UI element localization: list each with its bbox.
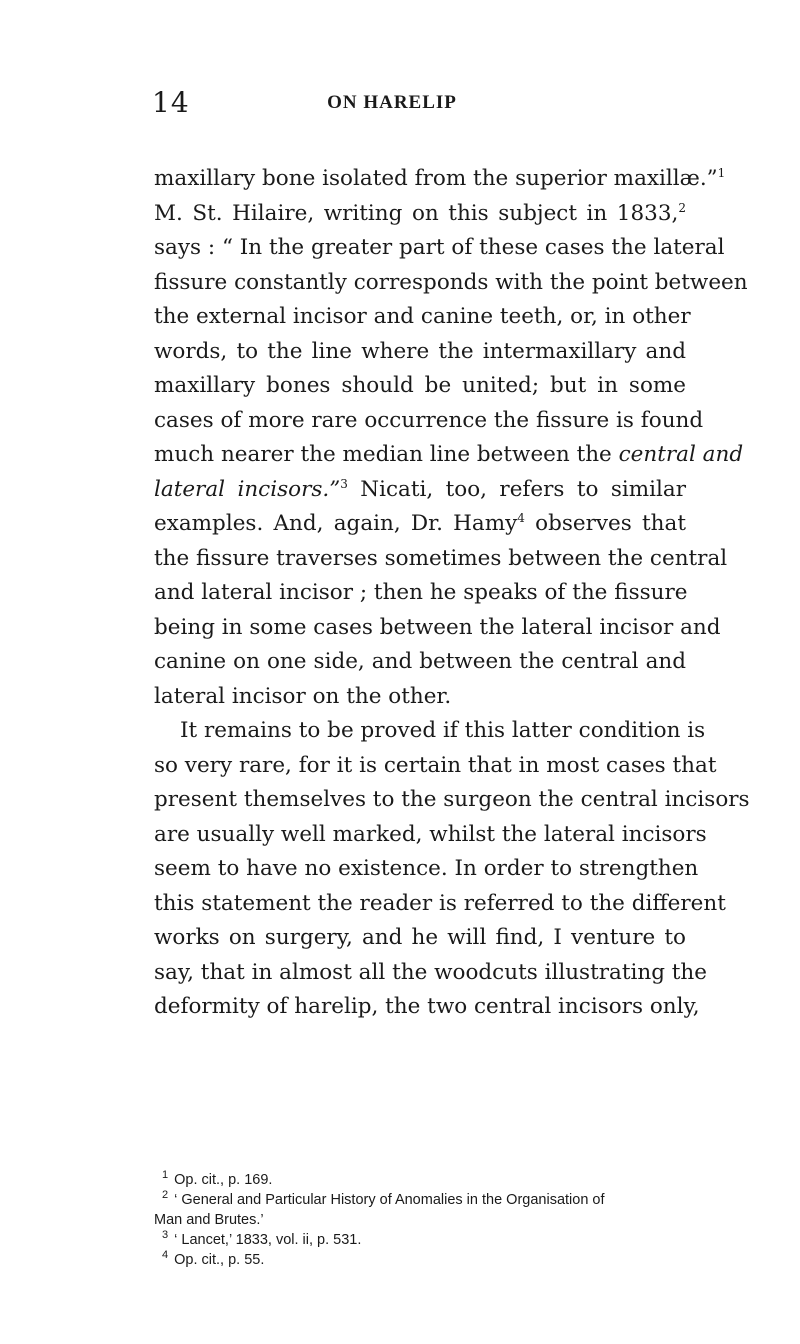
footnote-ref: 2 [678, 200, 686, 215]
italic-phrase: lateral incisors.” [154, 476, 341, 502]
text-line: fissure constantly corresponds with the point between [154, 269, 748, 295]
footnote-ref: 1 [717, 165, 726, 180]
footnote: $^3$ ‘ Lancet,’ 1833, vol. ii, p. 531. [162, 1229, 362, 1248]
italic-phrase: central and [618, 442, 744, 467]
text-line: lateral incisor on the other. [154, 683, 452, 709]
text-line: lateral incisors.”$^3$ Nicati, too, refers to similar [154, 476, 686, 502]
footnote-ref: 3 [340, 476, 348, 491]
text-line: deformity of harelip, the two central incisors only, [154, 994, 700, 1019]
text-line: so very rare, for it is certain that in most cases that [154, 752, 717, 778]
footnote: $^4$ Op. cit., p. 55. [162, 1249, 265, 1268]
footnote: $^1$ Op. cit., p. 169. [162, 1169, 273, 1188]
footnote-continuation: Man and Brutes.’ [154, 1212, 264, 1228]
paragraph-start-line: It remains to be proved if this latter condition is [180, 718, 706, 743]
text-line: works on surgery, and he will find, I venture to [154, 925, 686, 950]
text-line: cases of more rare occurrence the fissure is found [154, 407, 704, 433]
body-text [154, 162, 750, 1025]
text-line: words, to the line where the intermaxillary and [154, 338, 686, 364]
footnote-mark: 4 [162, 1249, 169, 1262]
running-head: ON HARELIP [327, 92, 457, 113]
text-line: examples. And, again, Dr. Hamy$^4$ observes that [154, 510, 686, 536]
footnote: $^2$ ‘ General and Particular History of Anomalies in the Organisation of [162, 1189, 605, 1208]
text-line: seem to have no existence. In order to strengthen [154, 856, 699, 881]
page-number: 14 [152, 86, 190, 119]
text-line: being in some cases between the lateral incisor and [154, 614, 721, 640]
text-line: and lateral incisor ; then he speaks of the fissure [154, 580, 688, 605]
text-line: canine on one side, and between the central and [154, 649, 686, 674]
text-line: the fissure traverses sometimes between the central [154, 545, 728, 571]
text-line: are usually well marked, whilst the lateral incisors [154, 821, 707, 847]
page-header [152, 86, 692, 126]
text-line: M. St. Hilaire, writing on this subject in 1833,$^2$ [154, 200, 686, 226]
text-line: says : “ In the greater part of these cases the lateral [154, 235, 725, 260]
text-line: present themselves to the surgeon the central incisors [154, 787, 750, 812]
text-line: much nearer the median line between the central and [154, 442, 744, 467]
text-line: the external incisor and canine teeth, or, in other [154, 304, 691, 329]
text-line: this statement the reader is referred to the different [154, 890, 726, 916]
text-line: maxillary bones should be united; but in some [154, 373, 686, 398]
footnote-mark: 1 [162, 1169, 169, 1182]
footnotes [154, 1170, 686, 1270]
footnote-mark: 3 [162, 1229, 169, 1242]
footnote-ref: 4 [517, 510, 525, 525]
text-line: maxillary bone isolated from the superior maxillæ.”$^1$ [154, 165, 726, 191]
text-line: say, that in almost all the woodcuts illustrating the [154, 959, 707, 985]
footnote-mark: 2 [162, 1189, 169, 1202]
